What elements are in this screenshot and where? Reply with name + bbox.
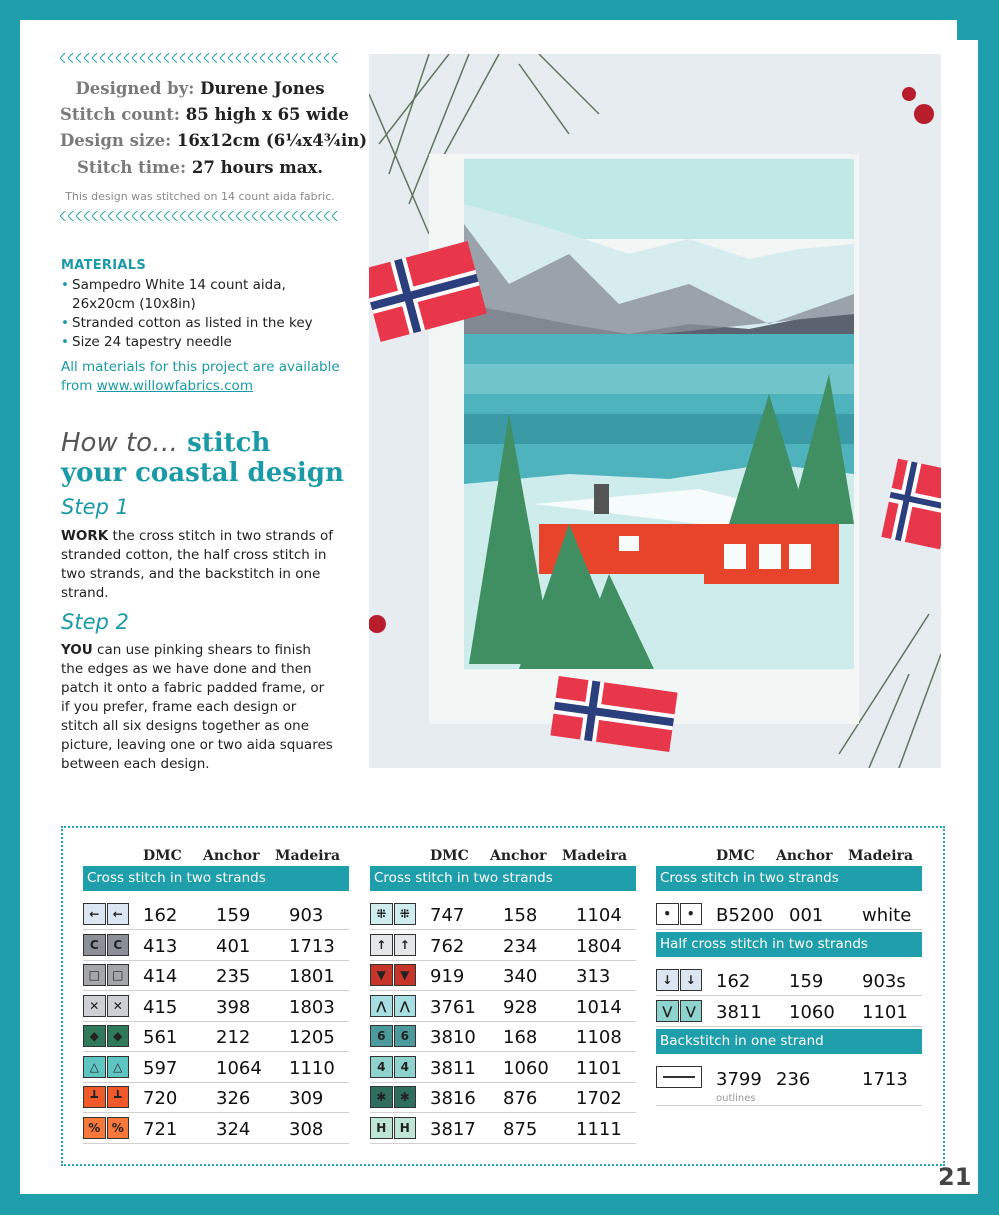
dmc-code: 919 xyxy=(430,966,465,987)
step-1-title: Step 1 xyxy=(61,495,129,519)
symbol-swatch-icon xyxy=(370,1025,416,1047)
madeira-code: 1101 xyxy=(576,1057,622,1079)
symbol-swatch-icon xyxy=(83,1025,129,1047)
madeira-code: 1801 xyxy=(289,966,335,987)
dmc-code: 747 xyxy=(430,905,465,926)
symbol-glyph: H xyxy=(394,1117,417,1139)
symbol-swatch-icon xyxy=(83,903,129,925)
designed-by-label: Designed by: xyxy=(75,79,195,98)
anchor-code: 875 xyxy=(503,1118,538,1140)
symbol-glyph: • xyxy=(656,903,679,925)
key-row xyxy=(370,1052,636,1083)
anchor-code: 324 xyxy=(216,1118,251,1140)
symbol-swatch-icon xyxy=(370,903,416,925)
materials-item: • Stranded cotton as listed in the key xyxy=(61,314,351,333)
symbol-glyph: ✕ xyxy=(107,995,130,1017)
madeira-code: 903 xyxy=(289,905,324,926)
symbol-glyph: ┻ xyxy=(107,1086,130,1108)
madeira-code: 1205 xyxy=(289,1027,335,1048)
symbol-glyph: ✕ xyxy=(83,995,106,1017)
materials-item: • Sampedro White 14 count aida, 26x20cm (10x8in) xyxy=(61,276,351,314)
symbol-glyph: ⁜ xyxy=(394,903,417,925)
stitch-time-label: Stitch time: xyxy=(76,158,187,177)
symbol-glyph: ⋀ xyxy=(370,995,393,1017)
dmc-code: 162 xyxy=(716,971,751,992)
madeira-code: 309 xyxy=(289,1088,324,1109)
symbol-swatch-icon xyxy=(370,1056,416,1078)
madeira-code: 1702 xyxy=(576,1088,622,1109)
fabric-note: This design was stitched on 14 count aida fabric. xyxy=(65,190,335,203)
symbol-swatch-icon xyxy=(83,964,129,986)
step-2-text xyxy=(61,641,336,774)
anchor-code: 326 xyxy=(216,1088,251,1109)
symbol-glyph: □ xyxy=(83,964,106,986)
anchor-code: 168 xyxy=(503,1027,538,1048)
symbol-glyph: ↑ xyxy=(394,934,417,956)
key-row xyxy=(83,1021,349,1052)
step-2-title: Step 2 xyxy=(61,610,129,634)
design-size-value: 16x12cm (6¼x4¾in) xyxy=(176,131,368,150)
dmc-code: 561 xyxy=(143,1027,178,1048)
materials-availability xyxy=(61,358,351,396)
anchor-code: 1060 xyxy=(789,1001,835,1023)
key-row xyxy=(370,1021,636,1052)
step-1-lead: WORK xyxy=(61,528,109,544)
stitch-count-line xyxy=(60,105,349,124)
anchor-code: 236 xyxy=(776,1069,811,1090)
design-size-label: Design size: xyxy=(60,131,172,150)
symbol-swatch-icon xyxy=(370,995,416,1017)
dmc-code: B5200 xyxy=(716,905,775,926)
anchor-code: 234 xyxy=(503,935,538,957)
header-anchor: Anchor xyxy=(776,848,833,864)
symbol-glyph: ⋁ xyxy=(680,1000,703,1022)
key-row xyxy=(370,930,636,961)
step-1-body: the cross stitch in two strands of stranded cotton, the half cross stitch in two strands, and the backstitch in one strand. xyxy=(61,528,334,601)
key-row xyxy=(370,960,636,991)
key-row xyxy=(656,965,922,996)
symbol-glyph: • xyxy=(680,903,703,925)
header-madeira: Madeira xyxy=(275,848,341,864)
symbol-glyph: 4 xyxy=(394,1056,417,1078)
symbol-glyph: △ xyxy=(107,1056,130,1078)
anchor-code: 235 xyxy=(216,966,251,987)
section-bar: Cross stitch in two strands xyxy=(370,866,636,891)
symbol-swatch-icon xyxy=(656,903,702,925)
stitch-count-value: 85 high x 65 wide xyxy=(185,105,349,124)
header-anchor: Anchor xyxy=(203,848,260,864)
symbol-glyph: □ xyxy=(107,964,130,986)
dmc-code: 3816 xyxy=(430,1088,476,1109)
madeira-code: 1111 xyxy=(576,1118,622,1140)
howto-title-1: stitch xyxy=(178,428,271,458)
symbol-glyph: 4 xyxy=(370,1056,393,1078)
dmc-code: 720 xyxy=(143,1088,178,1109)
symbol-glyph: 6 xyxy=(394,1025,417,1047)
dmc-code: 162 xyxy=(143,905,178,926)
cross-stitch-photo xyxy=(369,54,941,768)
key-row xyxy=(83,1082,349,1113)
symbol-swatch-icon xyxy=(656,1000,702,1022)
key-row xyxy=(83,930,349,961)
stitch-count-label: Stitch count: xyxy=(60,105,180,124)
design-size-line xyxy=(60,131,368,150)
step-2-body: can use pinking shears to finish the edges as we have done and then patch it onto a fabric padded frame, or if you prefer, frame each design or stitch all six designs together as one picture, leaving one or two aida squares between each design. xyxy=(61,642,333,772)
symbol-swatch-icon xyxy=(370,1086,416,1108)
symbol-swatch-icon xyxy=(370,1117,416,1139)
key-row xyxy=(83,991,349,1022)
anchor-code: 401 xyxy=(216,935,251,957)
madeira-code: 1014 xyxy=(576,996,622,1018)
anchor-code: 1064 xyxy=(216,1057,262,1079)
symbol-glyph: ⋀ xyxy=(394,995,417,1017)
madeira-code: 308 xyxy=(289,1118,324,1140)
section-bar: Cross stitch in two strands xyxy=(83,866,349,891)
section-bar: Cross stitch in two strands xyxy=(656,866,922,891)
zigzag-divider-top xyxy=(60,53,340,63)
madeira-code: white xyxy=(862,905,912,926)
backstitch-row xyxy=(656,1063,922,1106)
anchor-code: 876 xyxy=(503,1088,538,1109)
anchor-code: 159 xyxy=(789,971,824,992)
symbol-glyph: ✱ xyxy=(394,1086,417,1108)
madeira-code: 1101 xyxy=(862,1001,908,1023)
section-bar: Half cross stitch in two strands xyxy=(656,932,922,957)
availability-text: All materials for this project are available from xyxy=(61,359,340,394)
symbol-glyph: C xyxy=(83,934,106,956)
dmc-code: 414 xyxy=(143,966,178,987)
photo-illustration xyxy=(369,54,941,768)
designed-by-value: Durene Jones xyxy=(200,79,325,98)
section-bar: Backstitch in one strand xyxy=(656,1029,922,1054)
symbol-glyph: ▼ xyxy=(394,964,417,986)
anchor-code: 1060 xyxy=(503,1057,549,1079)
symbol-glyph: ↓ xyxy=(680,969,703,991)
symbol-glyph: C xyxy=(107,934,130,956)
key-row xyxy=(370,899,636,930)
stitch-time-value: 27 hours max. xyxy=(191,158,324,177)
materials-item: • Size 24 tapestry needle xyxy=(61,333,351,352)
page-border-notch xyxy=(957,20,978,40)
header-madeira: Madeira xyxy=(848,848,914,864)
header-anchor: Anchor xyxy=(490,848,547,864)
backstitch-note: outlines xyxy=(716,1093,756,1104)
key-row xyxy=(370,1082,636,1113)
dmc-code: 721 xyxy=(143,1118,178,1140)
header-madeira: Madeira xyxy=(562,848,628,864)
symbol-swatch-icon xyxy=(83,1056,129,1078)
designed-by-line xyxy=(60,79,340,98)
symbol-swatch-icon xyxy=(83,1117,129,1139)
symbol-glyph: % xyxy=(83,1117,106,1139)
key-row xyxy=(83,1052,349,1083)
madeira-code: 1104 xyxy=(576,905,622,926)
key-row xyxy=(370,1113,636,1144)
madeira-code: 1804 xyxy=(576,935,622,957)
madeira-code: 313 xyxy=(576,966,611,987)
dmc-code: 3761 xyxy=(430,996,476,1018)
zigzag-divider-bottom xyxy=(60,211,340,221)
header-dmc: DMC xyxy=(143,848,182,864)
backstitch-line-icon xyxy=(656,1066,702,1088)
materials-list xyxy=(61,276,351,352)
anchor-code: 212 xyxy=(216,1027,251,1048)
anchor-code: 928 xyxy=(503,996,538,1018)
symbol-glyph: ▼ xyxy=(370,964,393,986)
symbol-swatch-icon xyxy=(83,995,129,1017)
symbol-glyph: ✱ xyxy=(370,1086,393,1108)
howto-lead: How to… xyxy=(61,428,179,458)
symbol-glyph: ◆ xyxy=(83,1025,106,1047)
key-row xyxy=(83,960,349,991)
symbol-swatch-icon xyxy=(370,964,416,986)
anchor-code: 001 xyxy=(789,905,824,926)
dmc-code: 597 xyxy=(143,1057,178,1079)
symbol-swatch-icon xyxy=(83,934,129,956)
symbol-glyph: ← xyxy=(83,903,106,925)
page-number: 21 xyxy=(938,1163,972,1191)
symbol-swatch-icon xyxy=(370,934,416,956)
key-row xyxy=(83,899,349,930)
dmc-code: 3811 xyxy=(716,1001,762,1023)
symbol-glyph: ↑ xyxy=(370,934,393,956)
key-row xyxy=(83,1113,349,1144)
symbol-glyph: ← xyxy=(107,903,130,925)
dmc-code: 762 xyxy=(430,935,465,957)
symbol-glyph: % xyxy=(107,1117,130,1139)
anchor-code: 158 xyxy=(503,905,538,926)
key-row xyxy=(656,996,922,1027)
symbol-glyph: △ xyxy=(83,1056,106,1078)
madeira-code: 903s xyxy=(862,971,906,992)
symbol-glyph: 6 xyxy=(370,1025,393,1047)
symbol-glyph: ┻ xyxy=(83,1086,106,1108)
header-dmc: DMC xyxy=(716,848,755,864)
dmc-code: 3799 xyxy=(716,1069,762,1090)
madeira-code: 1108 xyxy=(576,1027,622,1048)
header-dmc: DMC xyxy=(430,848,469,864)
madeira-code: 1803 xyxy=(289,996,335,1018)
symbol-glyph: ◆ xyxy=(107,1025,130,1047)
symbol-glyph: ⋁ xyxy=(656,1000,679,1022)
step-2-lead: YOU xyxy=(61,642,93,658)
thread-key xyxy=(61,826,945,1166)
howto-heading xyxy=(61,428,344,488)
madeira-code: 1110 xyxy=(289,1057,335,1079)
key-row xyxy=(656,899,922,930)
dmc-code: 415 xyxy=(143,996,178,1018)
dmc-code: 3817 xyxy=(430,1118,476,1140)
madeira-code: 1713 xyxy=(862,1069,908,1090)
symbol-glyph: H xyxy=(370,1117,393,1139)
anchor-code: 398 xyxy=(216,996,251,1018)
anchor-code: 159 xyxy=(216,905,251,926)
howto-title-2: your coastal design xyxy=(61,458,344,488)
key-row xyxy=(370,991,636,1022)
dmc-code: 3811 xyxy=(430,1057,476,1079)
materials-title: MATERIALS xyxy=(61,258,146,273)
symbol-glyph: ⁜ xyxy=(370,903,393,925)
dmc-code: 413 xyxy=(143,935,178,957)
madeira-code: 1713 xyxy=(289,935,335,957)
dmc-code: 3810 xyxy=(430,1027,476,1048)
anchor-code: 340 xyxy=(503,966,538,987)
symbol-swatch-icon xyxy=(656,969,702,991)
willowfabrics-link[interactable]: www.willowfabrics.com xyxy=(96,378,253,394)
symbol-swatch-icon xyxy=(83,1086,129,1108)
step-1-text xyxy=(61,527,336,603)
stitch-time-line xyxy=(60,158,340,177)
symbol-glyph: ↓ xyxy=(656,969,679,991)
